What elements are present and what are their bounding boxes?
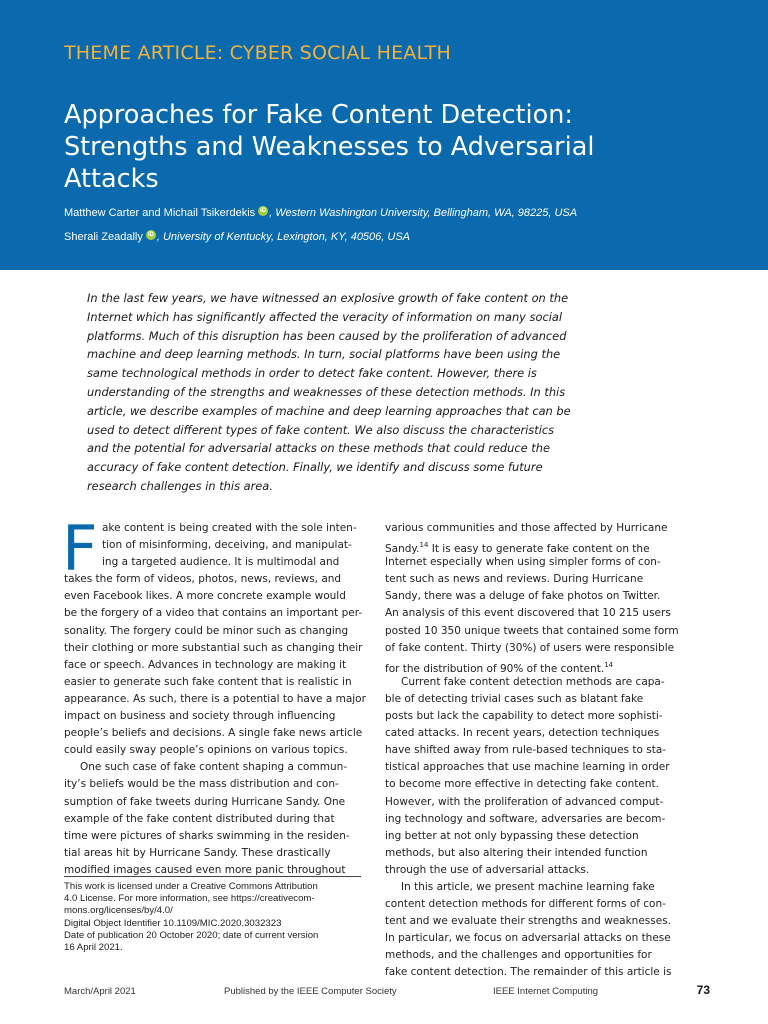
- body-line: tent and we evaluate their strengths and weaknesses.: [385, 915, 672, 928]
- body-line: [385, 537, 650, 554]
- title-line: Strengths and Weaknesses to Adversarial: [64, 132, 595, 162]
- body-line: ing a targeted audience. It is multimodal and: [102, 556, 340, 569]
- body-line: sonality. The forgery could be minor such as changing: [64, 624, 349, 637]
- body-line: However, with the proliferation of advanced comput-: [385, 795, 664, 808]
- body-line: Sandy, there was a deluge of fake photos on Twitter.: [385, 590, 661, 603]
- body-line: appearance. As such, there is a potential to have a major: [64, 692, 366, 705]
- body-line: tistical approaches that use machine learning in order: [385, 761, 670, 774]
- body-line: various communities and those affected by Hurricane: [385, 522, 668, 534]
- body-line: example of the fake content distributed during that: [64, 812, 335, 825]
- body-line: time were pictures of sharks swimming in the residen-: [64, 829, 350, 842]
- article-title: [64, 99, 724, 195]
- body-column-left: [62, 512, 366, 879]
- body-line: modified images caused even more panic throughout: [64, 863, 346, 876]
- body-line: face or speech. Advances in technology are making it: [64, 658, 347, 671]
- abstract-line: platforms. Much of this disruption has been caused by the proliferation of advanced: [87, 328, 567, 343]
- body-line: One such case of fake content shaping a commun-: [80, 761, 348, 774]
- abstract-line: article, we describe examples of machine and deep learning approaches that can be: [87, 403, 571, 418]
- body-line: be the forgery of a video that contains an important per-: [64, 607, 363, 620]
- abstract-line: and the potential for adversarial attacks on these methods that could reduce the: [87, 441, 550, 456]
- abstract-line: In the last few years, we have witnessed an explosive growth of fake content on the: [87, 291, 569, 305]
- body-line: Current fake content detection methods are capa-: [401, 675, 665, 688]
- body-text: Sandy.: [385, 543, 420, 556]
- footnote-line[interactable]: mons.org/licenses/by/4.0/: [64, 905, 173, 917]
- footnote-line: Date of publication 20 October 2020; date of current version: [64, 929, 319, 941]
- orcid-icon[interactable]: iD: [260, 208, 267, 214]
- footnote-divider: [64, 876, 361, 877]
- body-line: posted 10 350 unique tweets that contained some form: [385, 624, 679, 637]
- body-text: It is easy to generate fake content on the: [428, 543, 650, 556]
- body-line: tion of misinforming, deceiving, and manipulat-: [102, 539, 352, 552]
- body-line: methods, and the challenges and opportunities for: [385, 949, 652, 962]
- abstract-line: understanding of the strengths and weaknesses of these detection methods. In this: [87, 384, 566, 399]
- title-line: Approaches for Fake Content Detection:: [64, 100, 573, 130]
- body-line: impact on business and society through influencing: [64, 710, 336, 723]
- body-line: In this article, we present machine learning fake: [401, 880, 655, 893]
- body-line: methods, but also altering their intended function: [385, 846, 648, 859]
- orcid-icon[interactable]: iD: [147, 232, 154, 238]
- article-header: [0, 0, 768, 270]
- body-line: content detection methods for different forms of con-: [385, 898, 666, 911]
- abstract: [87, 289, 707, 496]
- drop-cap: F: [62, 512, 98, 585]
- abstract-line: same technological methods in order to detect fake content. However, there is: [87, 366, 537, 381]
- body-line: could easily sway people’s opinions on various topics.: [64, 744, 348, 757]
- body-line: their clothing or more substantial such as changing their: [64, 641, 363, 654]
- footnote-line[interactable]: 4.0 License. For more information, see https://creativecom-: [64, 893, 315, 905]
- author-line: [64, 206, 577, 219]
- author-affiliation: , Western Washington University, Bellingham, WA, 98225, USA: [269, 207, 578, 219]
- page-number: 73: [696, 983, 710, 997]
- body-line: to become more effective in detecting fake content.: [385, 778, 659, 791]
- body-line: even Facebook likes. A more concrete example would: [64, 590, 346, 603]
- body-line: posts but lack the capability to detect more sophisti-: [385, 710, 663, 723]
- citation-ref[interactable]: 14: [604, 660, 614, 669]
- footnote-line: 16 April 2021.: [64, 942, 123, 954]
- title-line: Attacks: [64, 164, 159, 194]
- body-line: In particular, we focus on adversarial attacks on these: [385, 932, 671, 945]
- body-line: tent such as news and reviews. During Hurricane: [385, 573, 644, 586]
- body-line: cated attacks. In recent years, detection techniques: [385, 727, 660, 740]
- abstract-line: accuracy of fake content detection. Finally, we identify and discuss some future: [87, 460, 543, 475]
- footer-issue: March/April 2021: [64, 986, 136, 997]
- body-line: easier to generate such fake content that is realistic in: [64, 675, 352, 688]
- body-line: have shifted away from rule-based techniques to sta-: [385, 744, 667, 757]
- body-line: An analysis of this event discovered that 10 215 users: [385, 607, 671, 620]
- footnote-line: This work is licensed under a Creative Commons Attribution: [64, 881, 318, 892]
- body-line: ing better at not only bypassing these detection: [385, 829, 639, 842]
- page-footer: [64, 985, 710, 999]
- footnote-line: Digital Object Identifier 10.1109/MIC.2020.3032323: [64, 917, 282, 929]
- body-line: sumption of fake tweets during Hurricane Sandy. One: [64, 795, 346, 808]
- footer-journal: IEEE Internet Computing: [493, 986, 599, 997]
- body-line: through the use of adversarial attacks.: [385, 863, 590, 876]
- footnote: [64, 881, 364, 954]
- abstract-line: machine and deep learning methods. In turn, social platforms have been using the: [87, 347, 561, 362]
- author-names: Sherali Zeadally: [64, 231, 143, 243]
- body-line: takes the form of videos, photos, news, reviews, and: [64, 573, 342, 586]
- author-affiliation: , University of Kentucky, Lexington, KY, 40506, USA: [156, 231, 411, 243]
- body-line: ing technology and software, adversaries are becom-: [385, 812, 666, 825]
- theme-label: THEME ARTICLE: CYBER SOCIAL HEALTH: [64, 42, 451, 64]
- footer-publisher: Published by the IEEE Computer Society: [224, 986, 397, 997]
- body-line: ity’s beliefs would be the mass distribution and con-: [64, 778, 339, 791]
- body-line: of fake content. Thirty (30%) of users were responsible: [385, 641, 675, 654]
- citation-ref[interactable]: 14: [419, 541, 429, 550]
- body-line: Internet especially when using simpler forms of con-: [385, 556, 661, 569]
- author-names: Matthew Carter and Michail Tsikerdekis: [64, 207, 256, 219]
- abstract-line: research challenges in this area.: [87, 478, 273, 493]
- body-column-right: [385, 520, 682, 982]
- abstract-line: Internet which has significantly affected the veracity of information on many social: [87, 309, 563, 324]
- body-line: [385, 657, 613, 674]
- body-line: ble of detecting trivial cases such as blatant fake: [385, 692, 644, 705]
- body-line: tial areas hit by Hurricane Sandy. These drastically: [64, 846, 331, 859]
- author-line: [64, 230, 410, 243]
- body-line: people’s beliefs and decisions. A single fake news article: [64, 727, 363, 740]
- body-text: for the distribution of 90% of the content.: [385, 662, 605, 675]
- body-line: ake content is being created with the sole inten-: [102, 522, 357, 534]
- abstract-line: used to detect different types of fake content. We also discuss the characteristics: [87, 422, 555, 437]
- body-line: fake content detection. The remainder of this article is: [385, 966, 672, 979]
